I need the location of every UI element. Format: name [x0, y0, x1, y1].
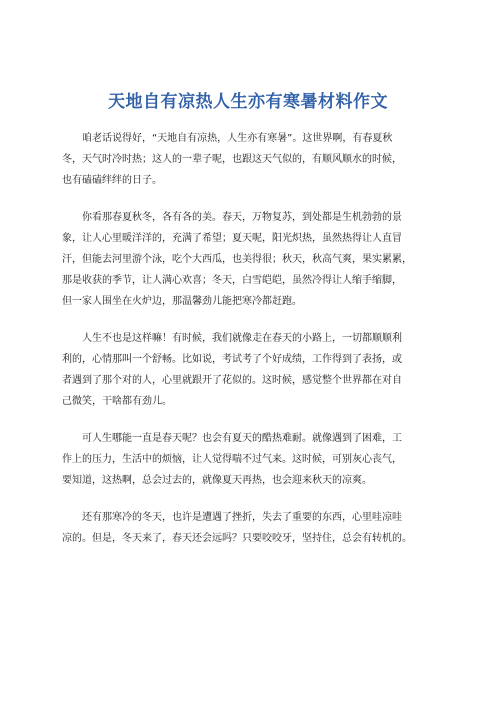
paragraph	[62, 507, 436, 549]
document-title: 天地自有凉热人生亦有寒暑材料作文	[108, 92, 388, 112]
text-line: 汗，但能去河里游个泳，吃个大西瓜，也美得很；秋天，秋高气爽，果实累累，	[62, 254, 412, 265]
text-line: 你看那春夏秋冬，各有各的美。春天，万物复苏，到处都是生机勃勃的景	[82, 212, 402, 223]
text-line: 要知道，这热啊，总会过去的，就像夏天再热，也会迎来秋天的凉爽。	[62, 475, 372, 486]
text-line: 人生不也是这样嘛！有时候，我们就像走在春天的小路上，一切都顺顺利	[82, 333, 402, 344]
paragraph	[62, 207, 436, 312]
paragraph	[62, 428, 436, 491]
text-line: 咱老话说得好，“天地自有凉热，人生亦有寒暑”。这世界啊，有春夏秋	[82, 133, 393, 144]
text-line: 象，让人心里暖洋洋的，充满了希望；夏天呢，阳光炽热，虽然热得让人直冒	[62, 233, 402, 244]
text-line: 还有那寒冷的冬天，也许是遭遇了挫折，失去了重要的东西，心里哇凉哇	[82, 512, 402, 523]
text-line: 但一家人围坐在火炉边，那温馨劲儿能把寒冷都赶跑。	[62, 296, 302, 307]
text-line: 者遇到了那个对的人，心里就跟开了花似的。这时候，感觉整个世界都在对自	[62, 375, 402, 386]
text-line: 凉的。但是，冬天来了，春天还会远吗？只要咬咬牙，坚持住，总会有转机的。	[62, 533, 412, 544]
text-line: 冬，天气时冷时热；这人的一辈子呢，也跟这天气似的，有顺风顺水的时候，	[62, 154, 402, 165]
text-line: 利的，心情那叫一个舒畅。比如说，考试考了个好成绩，工作得到了表扬，或	[62, 354, 402, 365]
paragraph	[62, 128, 436, 191]
document-body	[62, 128, 436, 565]
text-line: 己微笑，干啥都有劲儿。	[62, 396, 172, 407]
text-line: 可人生哪能一直是春天呢？也会有夏天的酷热难耐。就像遇到了困难，工	[82, 433, 402, 444]
paragraph	[62, 328, 436, 412]
text-line: 作上的压力，生活中的烦恼，让人觉得喘不过气来。这时候，可别灰心丧气，	[62, 454, 402, 465]
text-line: 那是收获的季节，让人满心欢喜；冬天，白雪皑皑，虽然冷得让人缩手缩脚，	[62, 275, 402, 286]
text-line: 也有磕磕绊绊的日子。	[62, 175, 162, 186]
